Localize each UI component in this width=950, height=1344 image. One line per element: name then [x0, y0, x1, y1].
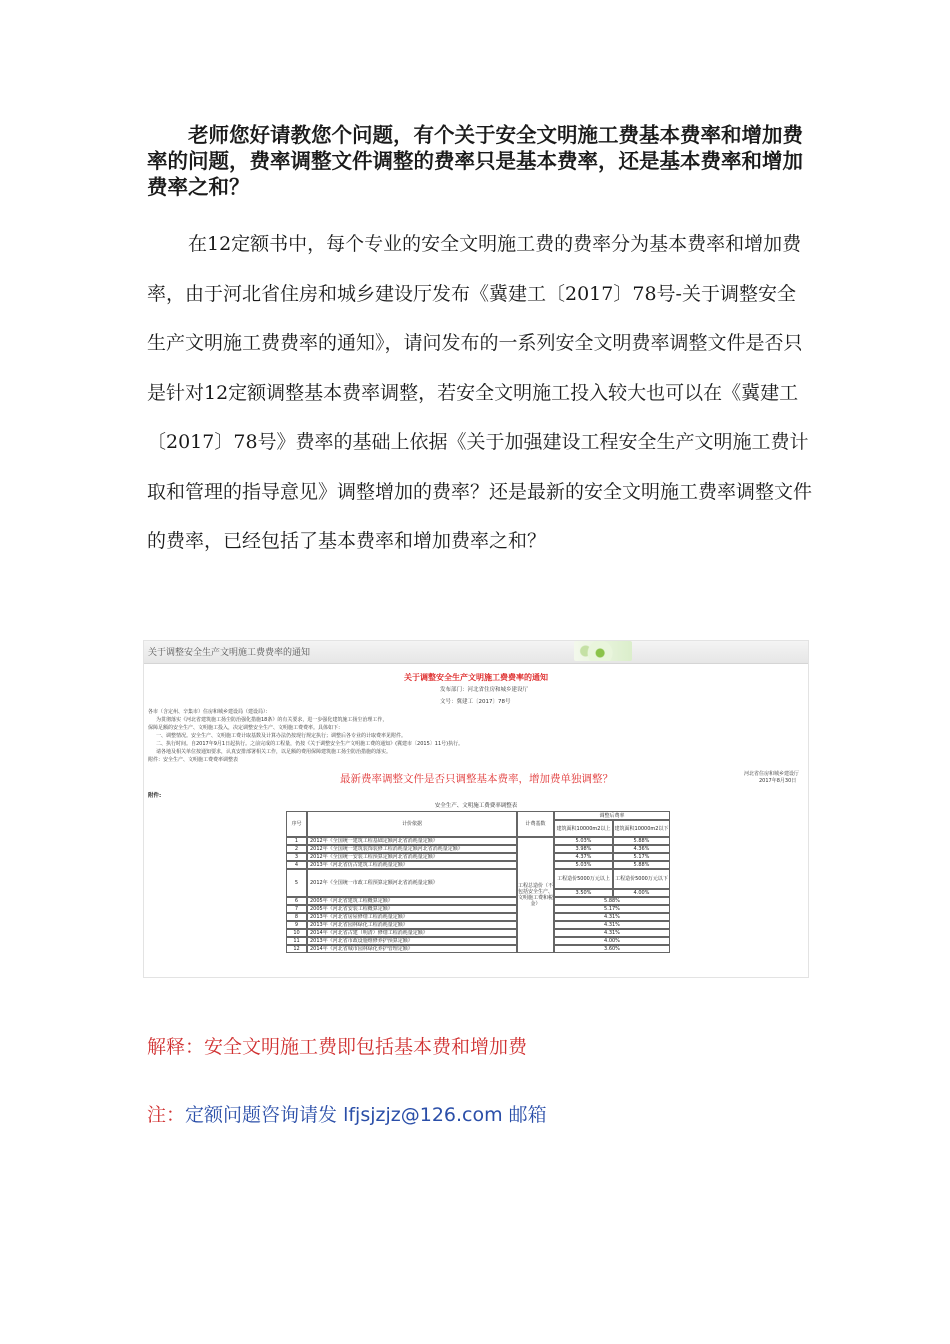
table-cell-subheader: 工程造价5000万元以上 — [554, 869, 613, 889]
table-header-basis: 计价依据 — [307, 811, 517, 837]
note-suffix: 邮箱 — [508, 1104, 547, 1126]
table-cell-rate: 5.17% — [554, 905, 670, 913]
table-cell-no: 9 — [286, 921, 307, 929]
note-label: 注： — [147, 1104, 186, 1126]
table-cell-rate: 5.17% — [613, 853, 670, 861]
sign-date: 2017年8月30日 — [759, 778, 797, 784]
table-cell-basis: 2005年《河北省安装工程概算定额》 — [307, 905, 517, 913]
answer-label: 解释： — [147, 1036, 205, 1058]
table-cell-basis: 2005年《河北省建筑工程概算定额》 — [307, 897, 517, 905]
table-cell-rate: 5.03% — [554, 837, 613, 845]
notice-line: 各市（含定州、辛集市）住房和城乡建设局（建设局）： — [148, 709, 271, 715]
table-header-seq: 序号 — [286, 811, 307, 837]
table-cell-rate: 5.88% — [613, 861, 670, 869]
notice-line: 为贯彻落实《河北省建筑施工扬尘防治强化措施18条》的有关要求，进一步强化建筑施工扬尘治理工作， — [156, 717, 388, 723]
question-body: 在12定额书中，每个专业的安全文明施工费的费率分为基本费率和增加费率，由于河北省住房和城乡建设厅发布《冀建工〔2017〕78号-关于调整安全生产文明施工费费率的通知》，请问发布的一系列安全文明费率调整文件是否只是针对12定额调整基本费率调整，若安全文明施工投入较大也可以在《冀建工〔2017〕78号》费率的基础上依据《关于加强建设工程安全生产文明施工费计取和管理的指导意见》调整增加的费率？还是最新的安全文明施工费率调整文件的费率，已经包括了基本费率和增加费率之和？ — [147, 233, 813, 552]
table-cell-rate: 4.31% — [554, 921, 670, 929]
table-cell-rate: 3.60% — [554, 945, 670, 953]
leaf-decoration-icon — [574, 641, 632, 661]
table-cell-no: 10 — [286, 929, 307, 937]
table-cell-rate: 4.31% — [554, 913, 670, 921]
table-cell-no: 3 — [286, 853, 307, 861]
notice-line: 附件：安全生产、文明施工费费率调整表 — [148, 757, 239, 763]
table-cell-no: 6 — [286, 897, 307, 905]
appendix-label: 附件: — [148, 793, 162, 799]
table-cell-basis: 2013年《河北省房屋修缮工程消耗量定额》 — [307, 913, 517, 921]
sign-org: 河北省住房和城乡建设厅 — [744, 771, 800, 777]
answer — [147, 1032, 527, 1059]
notice-line: 一、调整情况。安全生产、文明施工费计取基数及计算办法仍按现行规定执行；调整后各专业的计取费率见附件。 — [156, 733, 407, 739]
table-cell-subheader: 工程造价5000万元以下 — [613, 869, 670, 889]
notice-line: 请各地及相关单位按通知要求，认真安排部署相关工作，以足额的费用保障建筑施工扬尘防治措施的落实。 — [156, 749, 392, 755]
contact-email: lfjsjzjz@126.com — [343, 1104, 503, 1126]
table-cell-base: 工程总造价（不包括安全生产、文明施工费和税金） — [517, 837, 554, 953]
table-cell-basis: 2013年《河北省园林绿化工程消耗量定额》 — [307, 921, 517, 929]
table-cell-no: 5 — [286, 869, 307, 897]
overlay-question: 最新费率调整文件是否只调整基本费率，增加费单独调整？ — [340, 773, 613, 785]
notice-doc-number: 文号：冀建工〔2017〕78号 — [440, 699, 511, 705]
table-cell-rate: 5.88% — [554, 897, 670, 905]
table-cell-rate: 5.88% — [613, 837, 670, 845]
notice-publisher: 发布部门：河北省住房和城乡建设厅 — [440, 687, 529, 693]
table-cell-no: 7 — [286, 905, 307, 913]
screenshot-bar-title: 关于调整安全生产文明施工费费率的通知 — [148, 648, 311, 658]
screenshot-title-bar — [144, 641, 808, 664]
notice-title: 关于调整安全生产文明施工费费率的通知 — [404, 673, 548, 682]
embedded-notice-screenshot — [143, 640, 809, 978]
table-cell-basis: 2014年《河北省古建（明清）修缮工程消耗量定额》 — [307, 929, 517, 937]
table-cell-basis: 2012年《全国统一安装工程预算定额河北省消耗量定额》 — [307, 853, 517, 861]
table-header-base: 计费基数 — [517, 811, 554, 837]
table-cell-no: 4 — [286, 861, 307, 869]
table-cell-rate: 4.00% — [613, 889, 670, 897]
table-cell-basis: 2012年《全国统一建筑工程基础定额河北省消耗量定额》 — [307, 837, 517, 845]
table-cell-basis: 2012年《全国统一建筑装饰装修工程消耗量定额河北省消耗量定额》 — [307, 845, 517, 853]
table-header-adjusted: 调整后费率 — [554, 811, 670, 820]
table-header-area-below: 建筑面积10000m2以下 — [613, 820, 670, 837]
table-cell-no: 8 — [286, 913, 307, 921]
question-title: 老师您好请教您个问题，有个关于安全文明施工费基本费率和增加费率的问题，费率调整文件调整的费率只是基本费率，还是基本费率和增加费率之和？ — [147, 123, 803, 199]
table-cell-no: 1 — [286, 837, 307, 845]
table-caption: 安全生产、文明施工费费率调整表 — [434, 803, 518, 809]
table-cell-basis: 2012年《全国统一市政工程预算定额河北省消耗量定额》 — [307, 869, 517, 897]
notice-line: 二、执行时间。自2017年9月1日起执行。之前完成的工程量，仍按《关于调整安全生产文明施工费的通知》(冀建市〔2015〕11号)执行。 — [156, 741, 464, 747]
note-text: 定额问题咨询请发 — [185, 1104, 338, 1126]
contact-note — [147, 1100, 547, 1127]
table-cell-basis: 2013年《河北省仿古建筑工程消耗量定额》 — [307, 861, 517, 869]
notice-line: 保障足额的安全生产、文明施工投入，决定调整安全生产、文明施工费费率。具体如下： — [148, 725, 344, 731]
table-cell-rate: 4.37% — [554, 853, 613, 861]
table-cell-no: 11 — [286, 937, 307, 945]
table-cell-rate: 5.03% — [554, 861, 613, 869]
table-cell-no: 12 — [286, 945, 307, 953]
table-cell-no: 2 — [286, 845, 307, 853]
table-cell-basis: 2014年《河北省城市园林绿化养护管理定额》 — [307, 945, 517, 953]
table-cell-basis: 2013年《河北省市政设施维修养护预算定额》 — [307, 937, 517, 945]
rate-table — [286, 811, 670, 974]
table-cell-rate: 3.50% — [554, 889, 613, 897]
table-cell-rate: 4.36% — [613, 845, 670, 853]
table-cell-rate: 3.98% — [554, 845, 613, 853]
answer-text: 安全文明施工费即包括基本费和增加费 — [204, 1036, 528, 1058]
table-cell-rate: 4.00% — [554, 937, 670, 945]
table-header-area-above: 建筑面积10000m2以上 — [554, 820, 613, 837]
table-cell-rate: 4.31% — [554, 929, 670, 937]
